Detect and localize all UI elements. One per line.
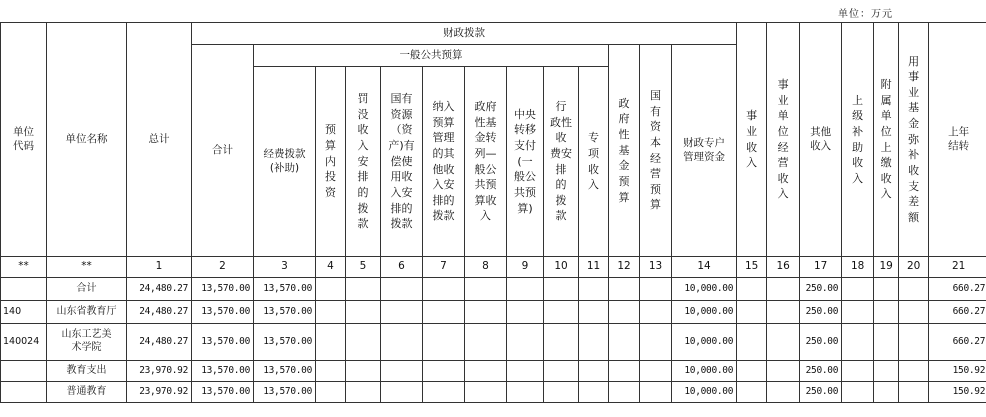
- empty-cell: [544, 301, 579, 324]
- index-cell: 7: [423, 257, 465, 278]
- header-subtotal: 合计: [192, 45, 254, 257]
- cell-subtotal: 13,570.00: [192, 301, 254, 324]
- index-cell: 4: [316, 257, 346, 278]
- cell-total: 24,480.27: [127, 301, 192, 324]
- cell-code: [1, 278, 47, 301]
- table-row: [1, 382, 986, 403]
- index-cell: 1: [127, 257, 192, 278]
- header-state-capital: 国 有 资 本 经 营 预 算: [640, 45, 672, 257]
- empty-cell: [737, 301, 767, 324]
- empty-cell: [767, 361, 800, 382]
- index-cell: 16: [767, 257, 800, 278]
- empty-cell: [842, 361, 874, 382]
- cell-name: 普通教育: [47, 382, 127, 403]
- empty-cell: [640, 278, 672, 301]
- header-special-funds: 财政专户 管理资金: [672, 45, 737, 257]
- empty-cell: [346, 324, 381, 361]
- header-central-transfer: 中央 转移 支付 (一 般公 共预 算): [507, 67, 544, 257]
- index-cell: 5: [346, 257, 381, 278]
- empty-cell: [609, 382, 640, 403]
- cell-code: 140024: [1, 324, 47, 361]
- empty-cell: [346, 301, 381, 324]
- empty-cell: [579, 382, 609, 403]
- cell-code: [1, 361, 47, 382]
- cell-special-funds: 10,000.00: [672, 361, 737, 382]
- cell-total: 24,480.27: [127, 278, 192, 301]
- empty-cell: [507, 382, 544, 403]
- index-row: [1, 257, 986, 278]
- index-cell: 13: [640, 257, 672, 278]
- empty-cell: [316, 361, 346, 382]
- header-total: 总计: [127, 23, 192, 257]
- cell-funds: 13,570.00: [254, 361, 316, 382]
- empty-cell: [767, 382, 800, 403]
- index-cell: 15: [737, 257, 767, 278]
- empty-cell: [544, 382, 579, 403]
- empty-cell: [767, 301, 800, 324]
- index-cell: 8: [465, 257, 507, 278]
- empty-cell: [874, 278, 899, 301]
- index-cell: 12: [609, 257, 640, 278]
- empty-cell: [507, 278, 544, 301]
- cell-name: 山东省教育厅: [47, 301, 127, 324]
- empty-cell: [899, 324, 929, 361]
- cell-subtotal: 13,570.00: [192, 382, 254, 403]
- cell-carryover: 660.27: [929, 324, 986, 361]
- empty-cell: [899, 278, 929, 301]
- empty-cell: [579, 278, 609, 301]
- header-unit-code: 单位 代码: [1, 23, 47, 257]
- empty-cell: [874, 361, 899, 382]
- index-cell: 18: [842, 257, 874, 278]
- cell-funds: 13,570.00: [254, 324, 316, 361]
- empty-cell: [737, 361, 767, 382]
- index-cell: 9: [507, 257, 544, 278]
- index-cell: 19: [874, 257, 899, 278]
- header-budget-investment: 预 算 内 投 资: [316, 67, 346, 257]
- cell-other-income: 250.00: [800, 278, 842, 301]
- empty-cell: [423, 278, 465, 301]
- header-special-income: 专 项 收 入: [579, 67, 609, 257]
- index-cell: 21: [929, 257, 986, 278]
- cell-subtotal: 13,570.00: [192, 361, 254, 382]
- empty-cell: [423, 382, 465, 403]
- header-fund-offset: 用 事 业 基 金 弥 补 收 支 差 额: [899, 23, 929, 257]
- table-row: [1, 324, 986, 361]
- cell-special-funds: 10,000.00: [672, 301, 737, 324]
- cell-other-income: 250.00: [800, 301, 842, 324]
- empty-cell: [842, 301, 874, 324]
- header-business-income: 事 业 收 入: [737, 23, 767, 257]
- cell-carryover: 660.27: [929, 301, 986, 324]
- cell-special-funds: 10,000.00: [672, 382, 737, 403]
- cell-other-income: 250.00: [800, 361, 842, 382]
- empty-cell: [316, 324, 346, 361]
- empty-cell: [767, 324, 800, 361]
- cell-other-income: 250.00: [800, 382, 842, 403]
- cell-code: [1, 382, 47, 403]
- header-affiliated-income: 附 属 单 位 上 缴 收 入: [874, 23, 899, 257]
- empty-cell: [507, 324, 544, 361]
- empty-cell: [316, 382, 346, 403]
- empty-cell: [609, 278, 640, 301]
- empty-cell: [579, 324, 609, 361]
- empty-cell: [465, 278, 507, 301]
- empty-cell: [381, 324, 423, 361]
- cell-total: 24,480.27: [127, 324, 192, 361]
- empty-cell: [507, 361, 544, 382]
- index-cell: **: [47, 257, 127, 278]
- empty-cell: [737, 278, 767, 301]
- header-unit-name: 单位名称: [47, 23, 127, 257]
- empty-cell: [874, 324, 899, 361]
- data-rows: [1, 278, 986, 403]
- cell-special-funds: 10,000.00: [672, 278, 737, 301]
- cell-subtotal: 13,570.00: [192, 324, 254, 361]
- index-cell: 10: [544, 257, 579, 278]
- header-fines: 罚 没 收 入 安 排 的 拨 款: [346, 67, 381, 257]
- header-other-budget: 纳入 预算 管理 的其 他收 入安 排的 拨款: [423, 67, 465, 257]
- empty-cell: [465, 324, 507, 361]
- empty-cell: [507, 301, 544, 324]
- header-gov-fund: 政 府 性 基 金 预 算: [609, 45, 640, 257]
- empty-cell: [609, 301, 640, 324]
- header-carryover: 上年 结转: [929, 23, 986, 257]
- unit-label: 单位：万元: [838, 9, 893, 20]
- cell-funds: 13,570.00: [254, 278, 316, 301]
- header-admin-fee: 行 政性 收 费安 排 的 拨 款: [544, 67, 579, 257]
- header-funds: 经费拨款 (补助): [254, 67, 316, 257]
- empty-cell: [544, 324, 579, 361]
- empty-cell: [640, 382, 672, 403]
- header-state-assets: 国有 资源 （资 产)有 偿使 用收 入安 排的 拨款: [381, 67, 423, 257]
- index-cell: 11: [579, 257, 609, 278]
- header-fiscal: 财政拨款: [192, 23, 737, 45]
- index-cell: 14: [672, 257, 737, 278]
- empty-cell: [640, 324, 672, 361]
- cell-carryover: 150.92: [929, 361, 986, 382]
- empty-cell: [544, 361, 579, 382]
- cell-code: 140: [1, 301, 47, 324]
- empty-cell: [316, 301, 346, 324]
- empty-cell: [842, 382, 874, 403]
- cell-total: 23,970.92: [127, 382, 192, 403]
- table-row: [1, 278, 986, 301]
- empty-cell: [579, 361, 609, 382]
- empty-cell: [609, 361, 640, 382]
- header-other-income: 其他 收入: [800, 23, 842, 257]
- empty-cell: [874, 382, 899, 403]
- empty-cell: [465, 301, 507, 324]
- empty-cell: [423, 301, 465, 324]
- empty-cell: [737, 382, 767, 403]
- empty-cell: [381, 278, 423, 301]
- header-gov-fund-transfer: 政府 性基 金转 列— 般公 共预 算收 入: [465, 67, 507, 257]
- cell-subtotal: 13,570.00: [192, 278, 254, 301]
- cell-special-funds: 10,000.00: [672, 324, 737, 361]
- index-cell: 17: [800, 257, 842, 278]
- header-general-budget: 一般公共预算: [254, 45, 609, 67]
- budget-table: [0, 22, 986, 403]
- cell-name: 合计: [47, 278, 127, 301]
- cell-name: 山东工艺美 术学院: [47, 324, 127, 361]
- cell-carryover: 150.92: [929, 382, 986, 403]
- empty-cell: [381, 301, 423, 324]
- index-cell: **: [1, 257, 47, 278]
- empty-cell: [465, 382, 507, 403]
- empty-cell: [899, 361, 929, 382]
- empty-cell: [423, 361, 465, 382]
- empty-cell: [346, 382, 381, 403]
- header-superior-subsidy: 上 级 补 助 收 入: [842, 23, 874, 257]
- empty-cell: [579, 301, 609, 324]
- cell-funds: 13,570.00: [254, 301, 316, 324]
- cell-other-income: 250.00: [800, 324, 842, 361]
- table-row: [1, 361, 986, 382]
- empty-cell: [423, 324, 465, 361]
- empty-cell: [874, 301, 899, 324]
- empty-cell: [346, 361, 381, 382]
- index-cell: 6: [381, 257, 423, 278]
- empty-cell: [842, 278, 874, 301]
- empty-cell: [842, 324, 874, 361]
- empty-cell: [381, 382, 423, 403]
- empty-cell: [899, 301, 929, 324]
- empty-cell: [346, 278, 381, 301]
- empty-cell: [609, 324, 640, 361]
- empty-cell: [381, 361, 423, 382]
- empty-cell: [640, 301, 672, 324]
- table-row: [1, 301, 986, 324]
- cell-funds: 13,570.00: [254, 382, 316, 403]
- cell-name: 教育支出: [47, 361, 127, 382]
- empty-cell: [544, 278, 579, 301]
- index-cell: 20: [899, 257, 929, 278]
- index-cell: 2: [192, 257, 254, 278]
- empty-cell: [737, 324, 767, 361]
- empty-cell: [767, 278, 800, 301]
- empty-cell: [465, 361, 507, 382]
- header-operating-income: 事 业 单 位 经 营 收 入: [767, 23, 800, 257]
- empty-cell: [899, 382, 929, 403]
- empty-cell: [316, 278, 346, 301]
- index-cell: 3: [254, 257, 316, 278]
- cell-carryover: 660.27: [929, 278, 986, 301]
- cell-total: 23,970.92: [127, 361, 192, 382]
- empty-cell: [640, 361, 672, 382]
